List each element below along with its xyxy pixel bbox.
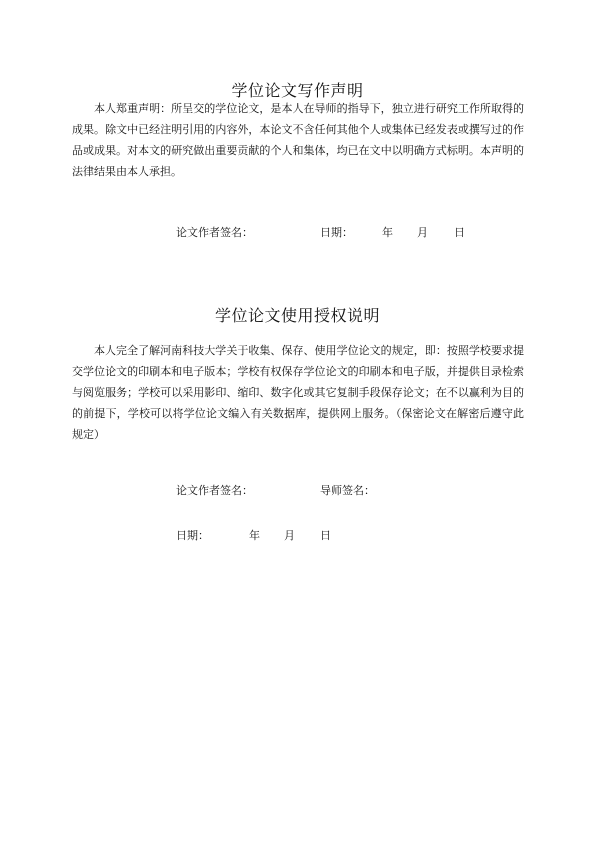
authorization-title: 学位论文使用授权说明 xyxy=(214,306,380,325)
authorization-author-signature-label: 论文作者签名： xyxy=(176,484,253,497)
authorization-month-label: 月 xyxy=(284,529,295,542)
authorization-day-label: 日 xyxy=(320,529,331,542)
declaration-day-label: 日 xyxy=(454,226,465,239)
authorization-date-label: 日期： xyxy=(176,529,209,542)
declaration-title: 学位论文写作声明 xyxy=(231,81,364,100)
authorization-body: 本人完全了解河南科技大学关于收集、保存、使用学位论文的规定，即：按照学校要求提交学位论文的印刷本和电子版本；学校有权保存学位论文的印刷本和电子版，并提供目录检索与阅览服务；学校可以采用影印、缩印、数字化或其它复制手段保存论文；在不以赢利为目的的前提下，学校可以将学位论文编入有关数据库，提供网上服务。（保密论文在解密后遵守此规定） xyxy=(72,344,524,441)
declaration-month-label: 月 xyxy=(417,226,428,239)
declaration-date-label: 日期： xyxy=(320,226,353,239)
declaration-author-signature-label: 论文作者签名： xyxy=(176,226,253,239)
authorization-year-label: 年 xyxy=(249,529,260,542)
declaration-body: 本人郑重声明：所呈交的学位论文，是本人在导师的指导下，独立进行研究工作所取得的成果。除文中已经注明引用的内容外，本论文不含任何其他个人或集体已经发表或撰写过的作品或成果。对本文的研究做出重要贡献的个人和集体，均已在文中以明确方式标明。本声明的法律结果由本人承担。 xyxy=(72,102,524,178)
declaration-year-label: 年 xyxy=(382,226,393,239)
authorization-advisor-signature-label: 导师签名： xyxy=(320,484,375,497)
